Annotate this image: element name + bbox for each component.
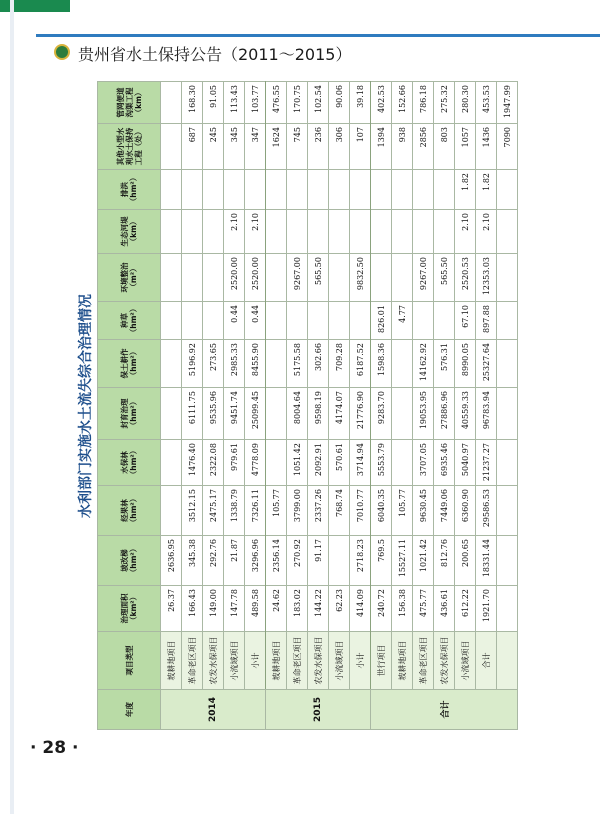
value-cell: 5040.97 bbox=[455, 440, 476, 486]
value-cell bbox=[308, 170, 329, 210]
value-cell: 1598.36 bbox=[371, 340, 392, 388]
value-cell: 2322.08 bbox=[203, 440, 224, 486]
value-cell: 2337.26 bbox=[308, 486, 329, 536]
value-cell: 402.53 bbox=[371, 82, 392, 124]
value-cell: 152.66 bbox=[392, 82, 413, 124]
value-cell bbox=[161, 170, 182, 210]
value-cell: 183.02 bbox=[287, 586, 308, 632]
value-cell bbox=[161, 388, 182, 440]
value-cell: 2856 bbox=[413, 124, 434, 170]
value-cell: 9283.70 bbox=[371, 388, 392, 440]
value-cell: 105.77 bbox=[266, 486, 287, 536]
column-header: 坡改梯（hm²） bbox=[98, 536, 161, 586]
value-cell bbox=[182, 302, 203, 340]
value-cell: 4.77 bbox=[392, 302, 413, 340]
project-type-cell: 小计 bbox=[350, 632, 371, 690]
value-cell bbox=[329, 254, 350, 302]
page-title: 贵州省水土保持公告（2011～2015） bbox=[78, 45, 352, 64]
table-row bbox=[455, 82, 476, 730]
value-cell: 12353.03 bbox=[476, 254, 497, 302]
value-cell: 18331.44 bbox=[476, 536, 497, 586]
value-cell: 39.18 bbox=[350, 82, 371, 124]
value-cell bbox=[266, 210, 287, 254]
column-header: 环境整治（m²） bbox=[98, 254, 161, 302]
table-row bbox=[266, 82, 287, 730]
value-cell bbox=[434, 170, 455, 210]
value-cell: 8990.05 bbox=[455, 340, 476, 388]
value-cell: 3799.00 bbox=[287, 486, 308, 536]
value-cell bbox=[203, 210, 224, 254]
project-type-cell: 坡耕地项目 bbox=[392, 632, 413, 690]
value-cell bbox=[287, 210, 308, 254]
value-cell bbox=[182, 170, 203, 210]
project-type-cell: 农发水保项目 bbox=[203, 632, 224, 690]
column-header: 管网便道沟渠工程（km） bbox=[98, 82, 161, 124]
value-cell bbox=[161, 124, 182, 170]
value-cell bbox=[287, 170, 308, 210]
value-cell bbox=[161, 486, 182, 536]
project-type-cell: 世行项目 bbox=[371, 632, 392, 690]
value-cell: 240.72 bbox=[371, 586, 392, 632]
value-cell: 812.76 bbox=[434, 536, 455, 586]
value-cell bbox=[308, 302, 329, 340]
value-cell: 5196.92 bbox=[182, 340, 203, 388]
project-type-cell: 合计 bbox=[476, 632, 497, 690]
value-cell bbox=[329, 210, 350, 254]
column-header: 治理面积（km²） bbox=[98, 586, 161, 632]
value-cell bbox=[329, 302, 350, 340]
value-cell: 7449.06 bbox=[434, 486, 455, 536]
value-cell: 476.55 bbox=[266, 82, 287, 124]
value-cell: 2.10 bbox=[476, 210, 497, 254]
table-body bbox=[161, 82, 518, 730]
value-cell: 6040.35 bbox=[371, 486, 392, 536]
project-type-cell: 小流域项目 bbox=[329, 632, 350, 690]
value-cell: 170.75 bbox=[287, 82, 308, 124]
value-cell bbox=[182, 254, 203, 302]
table-row bbox=[413, 82, 434, 730]
value-cell bbox=[392, 170, 413, 210]
value-cell: 1338.79 bbox=[224, 486, 245, 536]
value-cell: 26.37 bbox=[161, 586, 182, 632]
value-cell: 2356.14 bbox=[266, 536, 287, 586]
value-cell bbox=[203, 302, 224, 340]
value-cell: 3296.96 bbox=[245, 536, 266, 586]
column-header: 年度 bbox=[98, 690, 161, 730]
value-cell: 1624 bbox=[266, 124, 287, 170]
value-cell: 3714.94 bbox=[350, 440, 371, 486]
value-cell: 938 bbox=[392, 124, 413, 170]
value-cell: 2475.17 bbox=[203, 486, 224, 536]
value-cell: 826.01 bbox=[371, 302, 392, 340]
value-cell bbox=[161, 210, 182, 254]
value-cell: 14162.92 bbox=[413, 340, 434, 388]
year-cell: 合计 bbox=[371, 690, 518, 730]
value-cell: 166.43 bbox=[182, 586, 203, 632]
value-cell: 1.82 bbox=[455, 170, 476, 210]
value-cell: 9535.96 bbox=[203, 388, 224, 440]
value-cell: 149.00 bbox=[203, 586, 224, 632]
value-cell: 345.38 bbox=[182, 536, 203, 586]
value-cell: 7090 bbox=[497, 124, 518, 170]
value-cell bbox=[161, 440, 182, 486]
value-cell: 27886.96 bbox=[434, 388, 455, 440]
value-cell bbox=[287, 302, 308, 340]
value-cell: 168.30 bbox=[182, 82, 203, 124]
table-row bbox=[308, 82, 329, 730]
value-cell: 21776.90 bbox=[350, 388, 371, 440]
value-cell: 3512.15 bbox=[182, 486, 203, 536]
value-cell: 302.66 bbox=[308, 340, 329, 388]
value-cell bbox=[161, 302, 182, 340]
value-cell bbox=[413, 210, 434, 254]
project-type-cell: 革命老区项目 bbox=[413, 632, 434, 690]
value-cell: 1947.99 bbox=[497, 82, 518, 124]
value-cell bbox=[497, 388, 518, 440]
value-cell bbox=[497, 586, 518, 632]
value-cell: 9267.00 bbox=[287, 254, 308, 302]
value-cell: 1476.40 bbox=[182, 440, 203, 486]
value-cell: 414.09 bbox=[350, 586, 371, 632]
value-cell bbox=[266, 254, 287, 302]
value-cell bbox=[497, 440, 518, 486]
column-header: 其他小型水利水土保持工程（处） bbox=[98, 124, 161, 170]
value-cell: 436.61 bbox=[434, 586, 455, 632]
column-header: 水保林（hm²） bbox=[98, 440, 161, 486]
value-cell: 2520.53 bbox=[455, 254, 476, 302]
value-cell: 576.31 bbox=[434, 340, 455, 388]
column-header: 封育治理（hm²） bbox=[98, 388, 161, 440]
project-type-cell: 革命老区项目 bbox=[287, 632, 308, 690]
project-type-cell: 小流域项目 bbox=[455, 632, 476, 690]
value-cell: 9598.19 bbox=[308, 388, 329, 440]
value-cell: 1057 bbox=[455, 124, 476, 170]
value-cell: 25099.45 bbox=[245, 388, 266, 440]
value-cell: 273.65 bbox=[203, 340, 224, 388]
project-type-cell: 农发水保项目 bbox=[434, 632, 455, 690]
value-cell bbox=[497, 340, 518, 388]
value-cell: 105.77 bbox=[392, 486, 413, 536]
value-cell bbox=[497, 302, 518, 340]
column-header: 生态河堤（km） bbox=[98, 210, 161, 254]
value-cell: 5553.79 bbox=[371, 440, 392, 486]
value-cell bbox=[266, 302, 287, 340]
value-cell bbox=[161, 340, 182, 388]
value-cell: 475.77 bbox=[413, 586, 434, 632]
value-cell: 3707.05 bbox=[413, 440, 434, 486]
value-cell: 19053.95 bbox=[413, 388, 434, 440]
value-cell: 9451.74 bbox=[224, 388, 245, 440]
year-cell: 2014 bbox=[161, 690, 266, 730]
project-type-cell: 革命老区项目 bbox=[182, 632, 203, 690]
value-cell: 90.06 bbox=[329, 82, 350, 124]
value-cell: 107 bbox=[350, 124, 371, 170]
value-cell: 21237.27 bbox=[476, 440, 497, 486]
value-cell: 8455.90 bbox=[245, 340, 266, 388]
value-cell: 7010.77 bbox=[350, 486, 371, 536]
project-type-cell: 坡耕地项目 bbox=[161, 632, 182, 690]
value-cell: 2.10 bbox=[245, 210, 266, 254]
column-header: 排洪（hm²） bbox=[98, 170, 161, 210]
value-cell: 565.50 bbox=[308, 254, 329, 302]
table-row bbox=[224, 82, 245, 730]
table-header-row bbox=[98, 82, 161, 730]
value-cell bbox=[497, 210, 518, 254]
value-cell bbox=[413, 170, 434, 210]
column-header: 保土耕作（hm²） bbox=[98, 340, 161, 388]
value-cell: 345 bbox=[224, 124, 245, 170]
value-cell: 768.74 bbox=[329, 486, 350, 536]
value-cell: 1394 bbox=[371, 124, 392, 170]
value-cell bbox=[245, 170, 266, 210]
value-cell: 200.65 bbox=[455, 536, 476, 586]
value-cell: 270.92 bbox=[287, 536, 308, 586]
value-cell: 2636.95 bbox=[161, 536, 182, 586]
table-row bbox=[350, 82, 371, 730]
value-cell bbox=[371, 210, 392, 254]
value-cell: 103.77 bbox=[245, 82, 266, 124]
value-cell: 6111.75 bbox=[182, 388, 203, 440]
value-cell: 6935.46 bbox=[434, 440, 455, 486]
table-row bbox=[182, 82, 203, 730]
header-rule bbox=[36, 34, 600, 37]
value-cell: 0.44 bbox=[224, 302, 245, 340]
project-type-cell: 坡耕地项目 bbox=[266, 632, 287, 690]
year-cell: 2015 bbox=[266, 690, 371, 730]
value-cell: 0.44 bbox=[245, 302, 266, 340]
value-cell: 156.38 bbox=[392, 586, 413, 632]
value-cell: 15527.11 bbox=[392, 536, 413, 586]
value-cell: 709.28 bbox=[329, 340, 350, 388]
table-row bbox=[203, 82, 224, 730]
rotated-table-block bbox=[73, 82, 540, 730]
value-cell bbox=[182, 210, 203, 254]
table-row bbox=[245, 82, 266, 730]
value-cell: 24.62 bbox=[266, 586, 287, 632]
project-type-cell: 小计 bbox=[245, 632, 266, 690]
value-cell bbox=[392, 210, 413, 254]
value-cell bbox=[350, 170, 371, 210]
project-type-cell: 农发水保项目 bbox=[308, 632, 329, 690]
value-cell bbox=[434, 210, 455, 254]
value-cell: 2520.00 bbox=[245, 254, 266, 302]
value-cell: 96783.94 bbox=[476, 388, 497, 440]
value-cell bbox=[329, 536, 350, 586]
value-cell bbox=[392, 340, 413, 388]
value-cell: 67.10 bbox=[455, 302, 476, 340]
value-cell: 4778.09 bbox=[245, 440, 266, 486]
value-cell: 280.30 bbox=[455, 82, 476, 124]
value-cell: 147.78 bbox=[224, 586, 245, 632]
value-cell bbox=[161, 82, 182, 124]
value-cell: 2718.23 bbox=[350, 536, 371, 586]
value-cell: 91.17 bbox=[308, 536, 329, 586]
table-row bbox=[329, 82, 350, 730]
table-header bbox=[98, 82, 161, 730]
value-cell: 8004.64 bbox=[287, 388, 308, 440]
table-row bbox=[434, 82, 455, 730]
project-type-cell: 小流域项目 bbox=[224, 632, 245, 690]
table-row bbox=[392, 82, 413, 730]
value-cell: 29586.53 bbox=[476, 486, 497, 536]
value-cell: 40559.33 bbox=[455, 388, 476, 440]
value-cell: 275.32 bbox=[434, 82, 455, 124]
value-cell bbox=[392, 388, 413, 440]
value-cell bbox=[434, 302, 455, 340]
value-cell: 1.82 bbox=[476, 170, 497, 210]
table-row bbox=[497, 82, 518, 730]
value-cell: 565.50 bbox=[434, 254, 455, 302]
table-row bbox=[161, 82, 182, 730]
value-cell: 897.88 bbox=[476, 302, 497, 340]
value-cell bbox=[203, 254, 224, 302]
value-cell bbox=[497, 254, 518, 302]
value-cell bbox=[392, 254, 413, 302]
column-header: 经果林（hm²） bbox=[98, 486, 161, 536]
table-title: 水利部门实施水土流失综合治理情况 bbox=[78, 294, 94, 518]
value-cell: 1021.42 bbox=[413, 536, 434, 586]
value-cell: 21.87 bbox=[224, 536, 245, 586]
value-cell bbox=[392, 440, 413, 486]
value-cell: 25327.64 bbox=[476, 340, 497, 388]
value-cell bbox=[266, 388, 287, 440]
value-cell: 5175.58 bbox=[287, 340, 308, 388]
value-cell bbox=[497, 536, 518, 586]
value-cell: 687 bbox=[182, 124, 203, 170]
governance-table bbox=[97, 81, 518, 730]
value-cell: 7326.11 bbox=[245, 486, 266, 536]
table-row bbox=[476, 82, 497, 730]
value-cell: 489.58 bbox=[245, 586, 266, 632]
value-cell bbox=[371, 254, 392, 302]
value-cell bbox=[308, 210, 329, 254]
value-cell bbox=[329, 170, 350, 210]
column-header: 种草（hm²） bbox=[98, 302, 161, 340]
value-cell bbox=[266, 340, 287, 388]
value-cell: 292.76 bbox=[203, 536, 224, 586]
value-cell: 1436 bbox=[476, 124, 497, 170]
value-cell: 113.43 bbox=[224, 82, 245, 124]
value-cell bbox=[350, 302, 371, 340]
value-cell: 803 bbox=[434, 124, 455, 170]
table-row bbox=[287, 82, 308, 730]
value-cell: 102.54 bbox=[308, 82, 329, 124]
value-cell: 347 bbox=[245, 124, 266, 170]
value-cell bbox=[266, 170, 287, 210]
value-cell bbox=[203, 170, 224, 210]
value-cell: 786.18 bbox=[413, 82, 434, 124]
soil-conservation-logo-icon bbox=[54, 44, 70, 60]
top-bar bbox=[0, 0, 600, 22]
value-cell: 236 bbox=[308, 124, 329, 170]
value-cell bbox=[497, 486, 518, 536]
value-cell: 91.05 bbox=[203, 82, 224, 124]
value-cell: 62.23 bbox=[329, 586, 350, 632]
value-cell bbox=[413, 302, 434, 340]
value-cell: 2.10 bbox=[224, 210, 245, 254]
value-cell: 2520.00 bbox=[224, 254, 245, 302]
value-cell: 769.5 bbox=[371, 536, 392, 586]
value-cell: 9630.45 bbox=[413, 486, 434, 536]
value-cell: 2985.33 bbox=[224, 340, 245, 388]
value-cell: 453.53 bbox=[476, 82, 497, 124]
value-cell: 979.61 bbox=[224, 440, 245, 486]
value-cell: 1051.42 bbox=[287, 440, 308, 486]
value-cell bbox=[497, 170, 518, 210]
value-cell: 570.61 bbox=[329, 440, 350, 486]
page-number: · 28 · bbox=[30, 738, 79, 758]
value-cell: 1921.70 bbox=[476, 586, 497, 632]
value-cell: 245 bbox=[203, 124, 224, 170]
value-cell bbox=[266, 440, 287, 486]
value-cell bbox=[161, 254, 182, 302]
value-cell: 6187.52 bbox=[350, 340, 371, 388]
project-type-cell bbox=[497, 632, 518, 690]
value-cell: 4174.07 bbox=[329, 388, 350, 440]
value-cell bbox=[224, 170, 245, 210]
value-cell: 2.10 bbox=[455, 210, 476, 254]
value-cell: 745 bbox=[287, 124, 308, 170]
value-cell: 306 bbox=[329, 124, 350, 170]
value-cell bbox=[350, 210, 371, 254]
left-margin-bar bbox=[10, 0, 14, 814]
value-cell bbox=[371, 170, 392, 210]
value-cell: 6360.90 bbox=[455, 486, 476, 536]
value-cell: 9267.00 bbox=[413, 254, 434, 302]
value-cell: 144.22 bbox=[308, 586, 329, 632]
value-cell: 612.22 bbox=[455, 586, 476, 632]
value-cell: 2092.91 bbox=[308, 440, 329, 486]
page-header bbox=[36, 34, 600, 64]
column-header: 项目类型 bbox=[98, 632, 161, 690]
table-row bbox=[371, 82, 392, 730]
value-cell: 9832.50 bbox=[350, 254, 371, 302]
